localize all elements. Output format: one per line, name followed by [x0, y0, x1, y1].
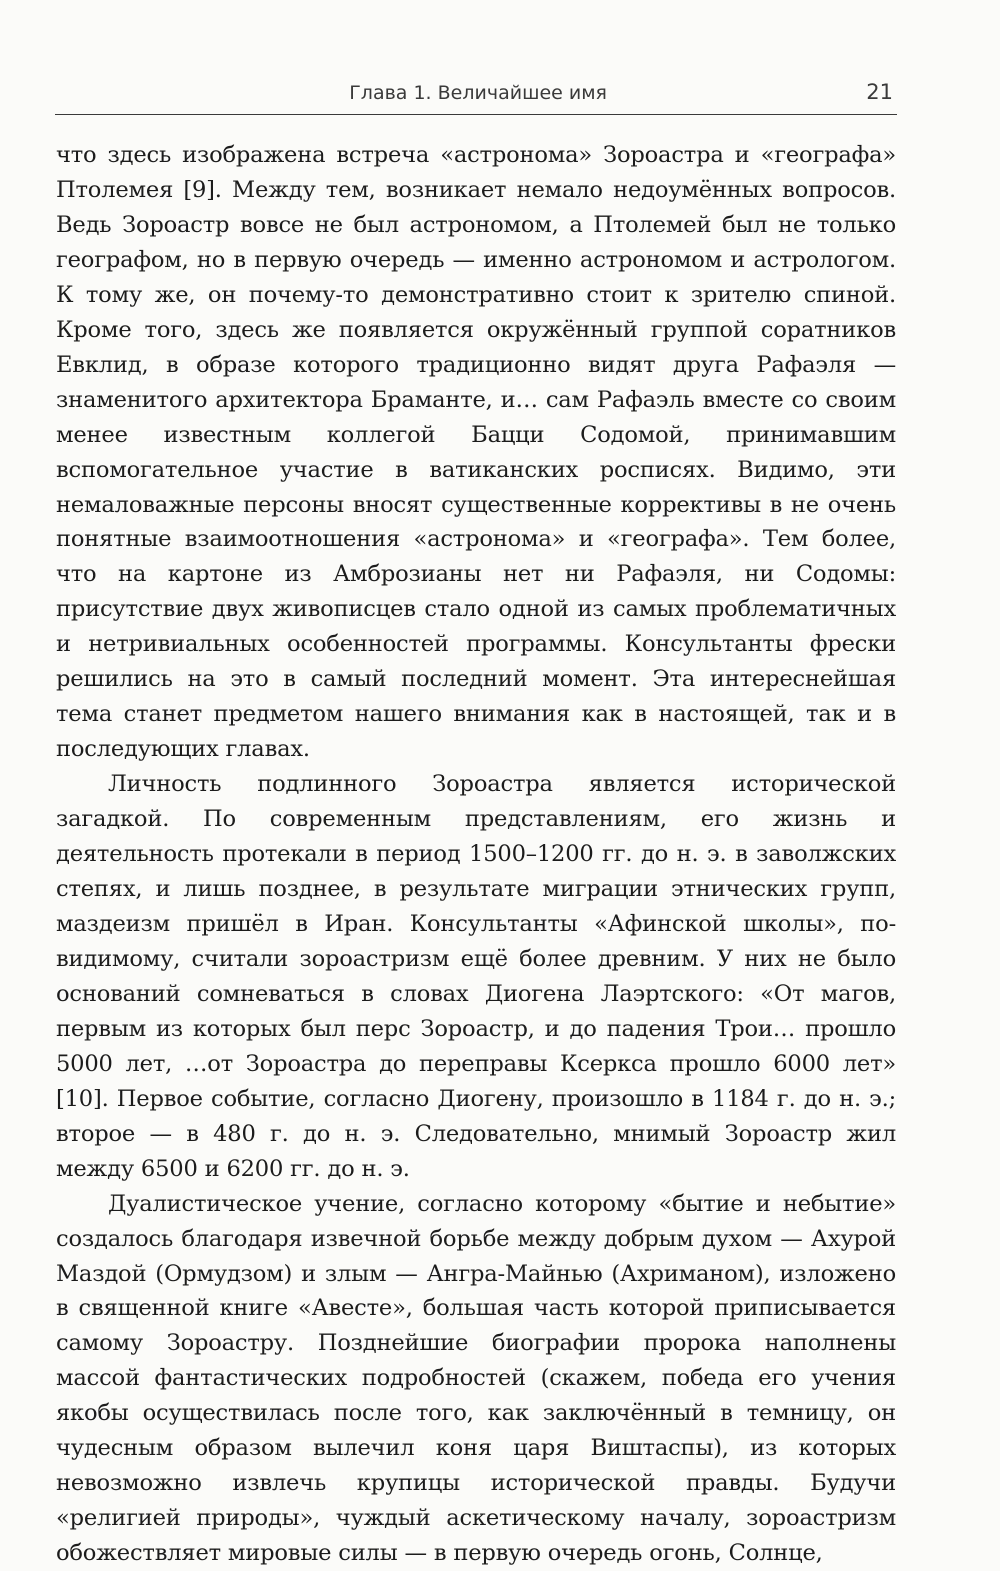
paragraph: что здесь изображена встреча «астронома» Зороастра и «географа» Птолемея [9]. Между тем, возникает немало недоумённых вопросов. Ведь Зороастр вовсе не был астрономом, а Птолемей был не только географом, но в первую очередь — именно астрономом и астрологом. К тому же, он почему-то демонстративно стоит к зрителю спиной. Кроме того, здесь же появляется окружённый группой соратников Евклид, в образе которого традиционно видят друга Рафаэля — знаменитого архитектора Браманте, и… сам Рафаэль вместе со своим менее известным коллегой Бацци Содомой, принимавшим вспомогательное участие в ватиканских росписях. Видимо, эти немаловажные персоны вносят существенные коррективы в не очень понятные взаимоотношения «астронома» и «географа». Тем более, что на картоне из Амброзианы нет ни Рафаэля, ни Содомы: присутствие двух живописцев стало одной из самых проблематичных и нетривиальных особенностей программы. Консультанты фрески решились на это в самый последний момент. Эта интереснейшая тема станет предметом нашего внимания как в настоящей, так и в последующих главах. — [56, 142, 896, 763]
page-number: 21 — [866, 80, 893, 104]
body-text — [56, 138, 896, 1571]
running-header — [55, 78, 897, 115]
paragraph: Дуалистическое учение, согласно которому «бытие и небытие» создалось благодаря извечной борьбе между добрым духом — Ахурой Маздой (Ормудзом) и злым — Ангра-Майнью (Ахриманом), изложено в священной книге «Авесте», большая часть которой приписывается самому Зороастру. Позднейшие биографии пророка наполнены массой фантастических подробностей (скажем, победа его учения якобы осуществилась после того, как заключённый в темницу, он чудесным образом вылечил коня царя Виштаспы), из которых невозможно извлечь крупицы исторической правды. Будучи «религией природы», чуждый аскетическому началу, зороастризм обожествляет мировые силы — в первую очередь огонь, Солнце, — [56, 1190, 896, 1567]
chapter-title: Глава 1. Величайшее имя — [349, 82, 607, 104]
paragraph: Личность подлинного Зороастра является исторической загадкой. По современным представлениям, его жизнь и деятельность протекали в период 1500–1200 гг. до н. э. в заволжских степях, и лишь позднее, в результате миграции этнических групп, маздеизм пришёл в Иран. Консультанты «Афинской школы», по-видимому, считали зороастризм ещё более древним. У них не было оснований сомневаться в словах Диогена Лаэртского: «От магов, первым из которых был перс Зороастр, и до падения Трои… прошло 5000 лет, …от Зороастра до переправы Ксеркса прошло 6000 лет» [10]. Первое событие, согласно Диогену, произошло в 1184 г. до н. э.; второе — в 480 г. до н. э. Следовательно, мнимый Зороастр жил между 6500 и 6200 гг. до н. э. — [56, 771, 896, 1182]
